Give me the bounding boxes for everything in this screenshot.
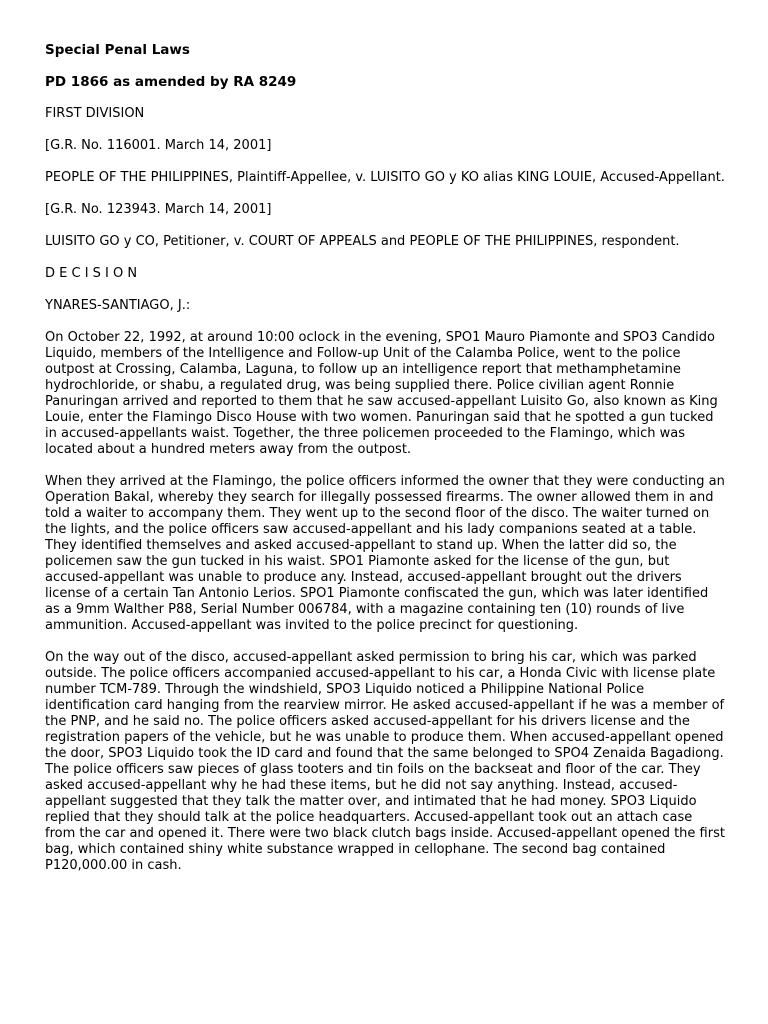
case-number-2: [G.R. No. 123943. March 14, 2001] [45,202,272,217]
ponente: YNARES-SANTIAGO, J.: [45,298,191,313]
court-division: FIRST DIVISION [45,106,145,121]
body-paragraph: On the way out of the disco, accused-appellant asked permission to bring his car, which was parked outside. The police officers accompanied accused-appellant to his car, a Honda Civic with license plate number TCM-789. Through the windshield, SPO3 Liquido noticed a Philippine National Police identification card hanging from the rearview mirror. He asked accused-appellant if he was a member of the PNP, and he said no. The police officers asked accused-appellant for his drivers license and the registration papers of the vehicle, but he was unable to produce them. When accused-appellant opened the door, SPO3 Liquido took the ID card and found that the same belonged to SPO4 Zenaida Bagadiong. The police officers saw pieces of glass tooters and tin foils on the backseat and floor of the car. They asked accused-appellant why he had these items, but he did not say anything. Instead, accused-appellant suggested that they talk the matter over, and intimated that he had money. SPO3 Liquido replied that they should talk at the police headquarters. Accused-appellant took out an attach case from the car and opened it. There were two black clutch bags inside. Accused-appellant opened the first bag, which contained shiny white substance wrapped in cellophane. The second bag contained P120,000.00 in cash. [45,650,725,873]
case-number-1: [G.R. No. 116001. March 14, 2001] [45,138,272,153]
decision-heading: D E C I S I O N [45,266,138,281]
case-parties-1: PEOPLE OF THE PHILIPPINES, Plaintiff-Appellee, v. LUISITO GO y KO alias KING LOUIE, Accused-Appellant. [45,170,725,185]
body-paragraph: On October 22, 1992, at around 10:00 oclock in the evening, SPO1 Mauro Piamonte and SPO3 Candido Liquido, members of the Intelligence and Follow-up Unit of the Calamba Police, went to the police outpost at Crossing, Calamba, Laguna, to follow up an intelligence report that methamphetamine hydrochloride, or shabu, a regulated drug, was being supplied there. Police civilian agent Ronnie Panuringan arrived and reported to them that he saw accused-appellant Luisito Go, also known as King Louie, enter the Flamingo Disco House with two women. Panuringan said that he spotted a gun tucked in accused-appellants waist. Together, the three policemen proceeded to the Flamingo, which was located about a hundred meters away from the outpost. [45,330,718,457]
body-paragraph: When they arrived at the Flamingo, the police officers informed the owner that they were conducting an Operation Bakal, whereby they search for illegally possessed firearms. The owner allowed them in and told a waiter to accompany them. They went up to the second floor of the disco. The waiter turned on the lights, and the police officers saw accused-appellant and his lady companions seated at a table. They identified themselves and asked accused-appellant to stand up. When the latter did so, the policemen saw the gun tucked in his waist. SPO1 Piamonte asked for the license of the gun, but accused-appellant was unable to produce any. Instead, accused-appellant brought out the drivers license of a certain Tan Antonio Lerios. SPO1 Piamonte confiscated the gun, which was later identified as a 9mm Walther P88, Serial Number 006784, with a magazine containing ten (10) rounds of live ammunition. Accused-appellant was invited to the police precinct for questioning. [45,474,725,633]
case-parties-2: LUISITO GO y CO, Petitioner, v. COURT OF APPEALS and PEOPLE OF THE PHILIPPINES, respondent. [45,234,680,249]
document-subtitle: PD 1866 as amended by RA 8249 [45,74,297,90]
document-page [45,42,725,890]
document-title: Special Penal Laws [45,42,190,58]
